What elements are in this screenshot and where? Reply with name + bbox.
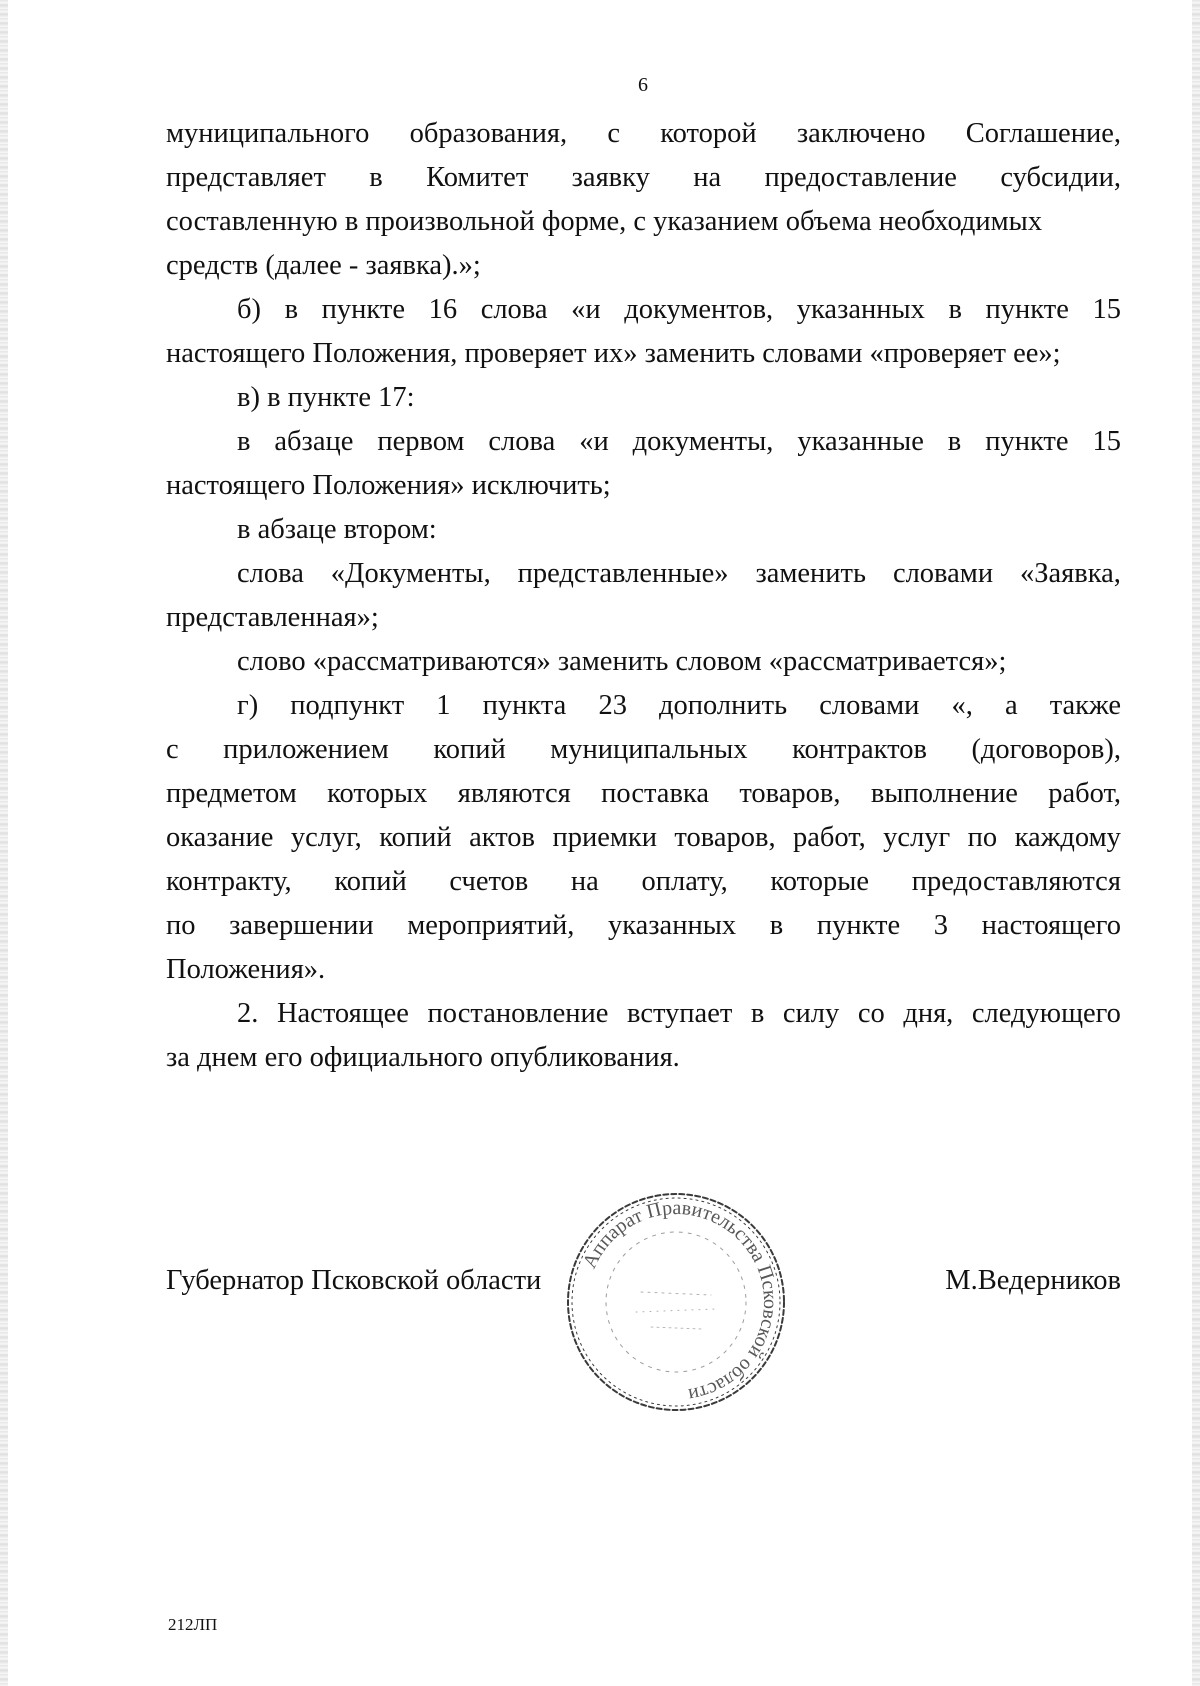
word: вступает xyxy=(627,998,733,1029)
word: заявку xyxy=(571,162,650,193)
word: счетов xyxy=(449,866,529,897)
word: контрактов xyxy=(792,734,927,765)
word: образования, xyxy=(409,118,568,149)
word: подпункт xyxy=(290,690,405,721)
word: также xyxy=(1049,690,1121,721)
word: пункте xyxy=(985,294,1069,325)
word: на xyxy=(693,162,722,193)
word: приложением xyxy=(223,734,389,765)
word: слова xyxy=(237,558,304,589)
signatory-title: Губернатор Псковской области xyxy=(166,1265,542,1296)
word: по xyxy=(967,822,998,853)
line-text: настоящего Положения» исключить; xyxy=(166,470,611,501)
seal-text: Аппарат Правительства Псковской области xyxy=(578,1196,782,1407)
word: на xyxy=(570,866,599,897)
word: товаров, xyxy=(739,778,841,809)
word: 23 xyxy=(598,690,627,721)
word: «, xyxy=(951,690,973,721)
word: работ, xyxy=(1048,778,1121,809)
official-seal xyxy=(561,1187,791,1417)
word: «и xyxy=(579,426,609,457)
line-text: слово «рассматриваются» заменить словом «рассматривается»; xyxy=(237,646,1007,677)
signatory-name: М.Ведерников xyxy=(945,1265,1121,1296)
word: предметом xyxy=(166,778,297,809)
word: поставка xyxy=(601,778,709,809)
text-line xyxy=(166,200,1121,244)
word: 1 xyxy=(436,690,451,721)
text-line xyxy=(166,860,1121,904)
word: «Документы, xyxy=(330,558,491,589)
text-line xyxy=(166,156,1121,200)
text-line xyxy=(166,288,1121,332)
word: настоящего xyxy=(981,910,1121,941)
word: представляет xyxy=(166,162,326,193)
word: «и xyxy=(571,294,601,325)
text-line xyxy=(166,948,1121,992)
line-text: средств (далее - заявка).»; xyxy=(166,250,481,281)
word: субсидии, xyxy=(1000,162,1121,193)
word: по xyxy=(166,910,196,941)
word: контракту, xyxy=(166,866,292,897)
word: товаров, xyxy=(674,822,776,853)
word: пункта xyxy=(482,690,567,721)
word: представленные» xyxy=(517,558,729,589)
text-line xyxy=(166,728,1121,772)
word: указанные xyxy=(797,426,924,457)
word: документов, xyxy=(624,294,774,325)
word: заменить xyxy=(755,558,867,589)
word: завершении xyxy=(229,910,374,941)
document-code: 212ЛП xyxy=(168,1615,218,1634)
word: в xyxy=(237,426,251,457)
word: в xyxy=(750,998,765,1029)
word: документы, xyxy=(632,426,774,457)
word: которые xyxy=(770,866,870,897)
body-text xyxy=(166,112,1121,1080)
word: оказание xyxy=(166,822,274,853)
word: которых xyxy=(327,778,428,809)
word: услуг xyxy=(883,822,951,853)
word: в xyxy=(948,294,962,325)
word: 2. xyxy=(237,998,259,1029)
word: а xyxy=(1004,690,1018,721)
word: «Заявка, xyxy=(1020,558,1121,589)
word: приемки xyxy=(552,822,657,853)
line-text: настоящего Положения, проверяет их» заменить словами «проверяет ее»; xyxy=(166,338,1061,369)
word: в xyxy=(947,426,962,457)
word: выполнение xyxy=(870,778,1018,809)
text-line xyxy=(166,904,1121,948)
word: словами xyxy=(892,558,994,589)
word: копий xyxy=(334,866,407,897)
word: пункте xyxy=(816,910,901,941)
text-line xyxy=(166,244,1121,288)
word: 16 xyxy=(428,294,458,325)
word: абзаце xyxy=(274,426,354,457)
word: указанных xyxy=(796,294,925,325)
text-line xyxy=(166,772,1121,816)
word: слова xyxy=(480,294,548,325)
line-text: представленная»; xyxy=(166,602,379,633)
text-line xyxy=(166,376,1121,420)
word: первом xyxy=(377,426,465,457)
word: копий xyxy=(433,734,506,765)
text-line xyxy=(166,684,1121,728)
word: словами xyxy=(819,690,920,721)
word: пункте xyxy=(985,426,1069,457)
word: работ, xyxy=(793,822,866,853)
word: (договоров), xyxy=(971,734,1121,765)
word: копий xyxy=(379,822,452,853)
word: дополнить xyxy=(659,690,788,721)
word: следующего xyxy=(971,998,1121,1029)
word: мероприятий, xyxy=(407,910,575,941)
word: предоставление xyxy=(764,162,957,193)
word: в xyxy=(284,294,299,325)
word: муниципальных xyxy=(550,734,748,765)
line-text: составленную в произвольной форме, с указанием объема необходимых xyxy=(166,206,1043,237)
svg-text:Аппарат Правительства Псковско xyxy=(579,1197,781,1406)
word: каждому xyxy=(1014,822,1121,853)
text-line xyxy=(166,464,1121,508)
word: Настоящее xyxy=(276,998,409,1029)
scan-edge-left xyxy=(0,0,8,1686)
line-text: Положения». xyxy=(166,954,326,985)
word: муниципального xyxy=(166,118,370,149)
word: заключено xyxy=(796,118,926,149)
text-line xyxy=(166,112,1121,156)
text-line xyxy=(166,420,1121,464)
line-text: за днем его официального опубликования. xyxy=(166,1042,680,1073)
text-line xyxy=(166,816,1121,860)
word: указанных xyxy=(607,910,737,941)
text-line xyxy=(166,508,1121,552)
word: Соглашение, xyxy=(965,118,1121,149)
line-text: в) в пункте 17: xyxy=(237,382,415,413)
page-number: 6 xyxy=(638,74,648,96)
word: услуг, xyxy=(290,822,362,853)
word: являются xyxy=(457,778,571,809)
text-line xyxy=(166,992,1121,1036)
text-line xyxy=(166,596,1121,640)
word: пункте xyxy=(321,294,405,325)
text-line xyxy=(166,1036,1121,1080)
scan-edge-right xyxy=(1192,0,1200,1686)
word: с xyxy=(607,118,620,149)
word: г) xyxy=(237,690,259,721)
word: с xyxy=(166,734,179,765)
word: слова xyxy=(488,426,556,457)
word: б) xyxy=(237,294,261,325)
word: актов xyxy=(469,822,535,853)
line-text: в абзаце втором: xyxy=(237,514,437,545)
word: предоставляются xyxy=(911,866,1121,897)
word: в xyxy=(369,162,383,193)
word: постановление xyxy=(427,998,609,1029)
text-line xyxy=(166,640,1121,684)
word: в xyxy=(769,910,784,941)
word: 15 xyxy=(1092,294,1121,325)
word: 15 xyxy=(1092,426,1121,457)
text-line xyxy=(166,552,1121,596)
word: которой xyxy=(660,118,757,149)
word: силу xyxy=(782,998,840,1029)
word: 3 xyxy=(933,910,949,941)
word: дня, xyxy=(903,998,954,1029)
word: со xyxy=(857,998,885,1029)
word: оплату, xyxy=(641,866,728,897)
word: Комитет xyxy=(426,162,529,193)
text-line xyxy=(166,332,1121,376)
